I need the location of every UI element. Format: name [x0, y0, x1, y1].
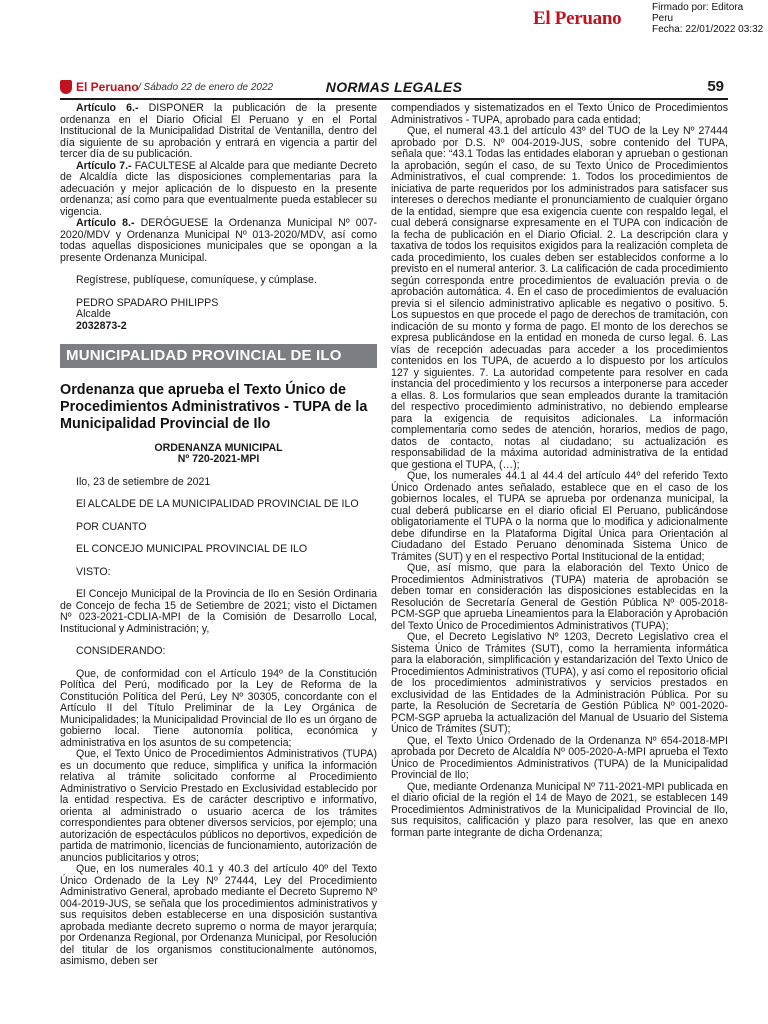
- signature-line: Firmado por: Editora: [652, 2, 744, 13]
- right-column: [391, 103, 728, 839]
- ordinance-number: Nº 720-2021-MPI: [177, 453, 260, 465]
- signer-role: Alcalde: [76, 308, 111, 320]
- header-date: / Sábado 22 de enero de 2022: [138, 82, 274, 93]
- paragraph: Que, mediante Ordenanza Municipal Nº 711-2021-MPI publicada en el diario oficial de la región el 14 de Mayo de 2021, se establecen 149 Procedimientos Administrativos de la Municipalidad Provincial de Ilo, sus requisitos, calificación y plazo para resolver, las que en anexo forman parte integrante de dicha Ordenanza;: [391, 780, 728, 839]
- digital-signature-strip: [0, 0, 768, 50]
- visto-paragraph: El Concejo Municipal de la Provincia de Ilo en Sesión Ordinaria de Concejo de fecha 15 de Setiembre de 2021; visto el Dictamen Nº 023-2021-CDLIA-MPI de la Comisión de Desarrollo Local, Institucional y Administración; y,: [60, 588, 377, 635]
- newspaper-logo: El Peruano: [533, 8, 622, 29]
- visto-heading: VISTO:: [76, 565, 111, 578]
- considerando-heading: CONSIDERANDO:: [76, 645, 166, 657]
- por-cuanto: POR CUANTO: [76, 520, 147, 533]
- signer-name: PEDRO SPADARO PHILIPPS: [76, 296, 219, 309]
- paragraph: compendiados y sistematizados en el Texto Único de Procedimientos Administrativos - TUPA, aprobado para cada entidad;: [391, 102, 728, 126]
- institution-banner: MUNICIPALIDAD PROVINCIAL DE ILO: [60, 344, 377, 368]
- running-header: [60, 78, 728, 100]
- paragraph: Que, los numerales 44.1 al 44.4 del artículo 44º del referido Texto Único Ordenado antes señalado, establece que en el caso de los gobiernos locales, el TUPA se aprueba por ordenanza municipal, la cual deberá publicarse en el diario oficial El Peruano, publicándose obligatoriamente el TUPA o la norma que lo modifica y adicionalmente debe difundirse en la Plataforma Digital Única para Orientación al Ciudadano del Estado Peruano denominada Sistema Único de Trámites (SUT) y en el respectivo Portal Institucional de la entidad;: [391, 470, 728, 563]
- article-8: [60, 218, 377, 264]
- place-date: Ilo, 23 de setiembre de 2021: [76, 475, 211, 488]
- document-title: Ordenanza que aprueba el Texto Único de Procedimientos Administrativos - TUPA de la Municipalidad Provincial de Ilo: [60, 381, 368, 432]
- header-brand: El Peruano: [76, 80, 139, 94]
- article-label: Artículo 7.-: [76, 159, 132, 172]
- paragraph: Que, el Texto Único de Procedimientos Administrativos (TUPA) es un documento que reduce, simplifica y unifica la información relativa al trámite solicitado conforme al Procedimiento Administrativo o Servicio Prestado en Exclusividad establecido por la entidad respectiva. Es de carácter descriptivo e informativo, orienta al administrado o usuario acerca de los trámites correspondientes para obtener diversos servicios, por ejemplo; una autorización de espectáculos públicos no deportivos, expedición de partida de matrimonio, licencias de funcionamiento, autorización de anuncios publicitarios y otros;: [60, 748, 377, 864]
- page-number: 59: [707, 78, 724, 95]
- reference-number: 2032873-2: [76, 319, 127, 332]
- article-6: [60, 103, 377, 161]
- article-label: Artículo 8.-: [76, 217, 135, 229]
- register-line: Regístrese, publíquese, comuníquese, y cúmplase.: [76, 274, 317, 286]
- signature-line: Peru: [652, 13, 674, 24]
- signature-info: [652, 2, 763, 35]
- paragraph: Que, el Decreto Legislativo Nº 1203, Decreto Legislativo crea el Sistema Único de Trámites (SUT), como la herramienta informática para la elaboración, simplificación y estandarización del Texto Único de Procedimientos Administrativos (TUPA), y así como el repositorio oficial de los procedimientos administrativos y servicios prestados en exclusividad de las Entidades de la Administración Pública. Por su parte, la Resolución de Secretaría de Gestión Pública Nº 001-2020-PCM-SGP aprueba la actualización del Manual de Usuario del Sistema Único de Trámites (SUT);: [391, 631, 728, 735]
- mayor-heading: El ALCALDE DE LA MUNICIPALIDAD PROVINCIAL DE ILO: [76, 498, 359, 510]
- paragraph: Que, el numeral 43.1 del artículo 43º del TUO de la Ley Nº 27444 aprobado por D.S. Nº 004-2019-JUS, sobre contenido del TUPA, señala que: “43.1 Todas las entidades elaboran y aprueban o gestionan la aprobación, según el caso, de su Texto Único de Procedimientos Administrativos, el cual comprende: 1. Todos los procedimientos de iniciativa de parte requeridos por los administrados para satisfacer sus intereses o derechos mediante el pronunciamiento de cualquier órgano de la entidad, siempre que esa exigencia cuente con respaldo legal, el cual deberá consignarse expresamente en el TUPA con indicación de la fecha de publicación en el Diario Oficial. 2. La descripción clara y taxativa de todos los requisitos exigidos para la realización completa de cada procedimiento, los cuales deben ser establecidos conforme a lo previsto en el numeral anterior. 3. La calificación de cada procedimiento según corresponda entre procedimientos de evaluación previa o de aprobación automática. 4. En el caso de procedimientos de evaluación previa si el silencio administrativo aplicable es negativo o positivo. 5. Los supuestos en que procede el pago de derechos de tramitación, con indicación de su monto y forma de pago. El monto de los derechos se expresa publicándose en la entidad en moneda de curso legal. 6. Las vías de recepción adecuadas para acceder a los procedimientos contenidos en los TUPA, de acuerdo a lo dispuesto por los artículos 127 y siguientes. 7. La autoridad competente para resolver en cada instancia del procedimiento y los recursos a interponerse para acceder a ellas. 8. Los formularios que sean empleados durante la tramitación del respectivo procedimiento administrativo, no debiendo emplearse para la exigencia de requisitos adicionales. La información complementaria como sedes de atención, horarios, medios de pago, datos de contacto, notas al ciudadano; su actualización es responsabilidad de la máxima autoridad administrativa de la entidad que gestiona el TUPA, (…);: [391, 125, 728, 471]
- section-title: NORMAS LEGALES: [325, 79, 463, 95]
- paragraph: Que, así mismo, que para la elaboración del Texto Único de Procedimientos Administrativos (TUPA) materia de aprobación se deben tomar en consideración las disposiciones establecidas en la Resolución de Secretaría General de Gestión Pública Nº 005-2018-PCM-SGP que aprueba Lineamientos para la Elaboración y Aprobación del Texto Único de Procedimientos Administrativos (TUPA);: [391, 562, 728, 632]
- article-text: DISPONER la publicación de la presente ordenanza en el Diario Oficial El Peruano y en el Portal Institucional de la Municipalidad Distrital de Ventanilla, dentro del día siguiente de su aprobación y entrará en vigencia a partir del tercer día de su publicación.: [60, 102, 378, 160]
- article-7: [60, 161, 377, 219]
- council-heading: EL CONCEJO MUNICIPAL PROVINCIAL DE ILO: [76, 543, 308, 555]
- article-label: Artículo 6.-: [76, 102, 139, 114]
- article-text: FACULTESE al Alcalde para que mediante Decreto de Alcaldía dicte las disposiciones complementarias para la adecuación y mejor aplicación de lo dispuesto en la presente ordenanza; así como para que eventualmente pueda establecer su vigencia.: [60, 159, 377, 218]
- left-column: [60, 103, 377, 968]
- paragraph: Que, de conformidad con el Artículo 194º de la Constitución Política del Perú, modificado por la Ley de Reforma de la Constitución Política del Perú, Ley Nº 30305, concordante con el Artículo II del Título Preliminar de la Ley Orgánica de Municipalidades; la Municipalidad Provincial de Ilo es un órgano de gobierno local. Tiene autonomía política, económica y administrativa en los asuntos de su competencia;: [60, 667, 377, 749]
- paragraph: Que, en los numerales 40.1 y 40.3 del artículo 40º del Texto Único Ordenado de la Ley Nº 27444, Ley del Procedimiento Administrativo General, aprobado mediante el Decreto Supremo Nº 004-2019-JUS, se señala que los procedimientos administrativos y sus requisitos deben establecerse en una disposición sustantiva aprobada mediante decreto supremo o norma de mayor jerarquía; por Ordenanza Regional, por Ordenanza Municipal, por Resolución del titular de los organismos constitucionalmente autónomos, asimismo, deben ser: [60, 863, 377, 967]
- signature-line: Fecha: 22/01/2022 03:32: [652, 24, 764, 35]
- ordinance-heading: ORDENANZA MUNICIPAL: [154, 441, 283, 454]
- flag-icon: [60, 80, 72, 94]
- article-text: DERÓGUESE la Ordenanza Municipal Nº 007-2020/MDV y Ordenanza Municipal Nº 013-2020/MDV, así como todas aquellas disposiciones municipales que se opongan a la presente Ordenanza Municipal.: [60, 217, 377, 264]
- paragraph: Que, el Texto Único Ordenado de la Ordenanza Nº 654-2018-MPI aprobada por Decreto de Alcaldía Nº 005-2020-A-MPI aprueba el Texto Único de Procedimientos Administrativos (TUPA) de la Municipalidad Provincial de Ilo;: [391, 734, 728, 781]
